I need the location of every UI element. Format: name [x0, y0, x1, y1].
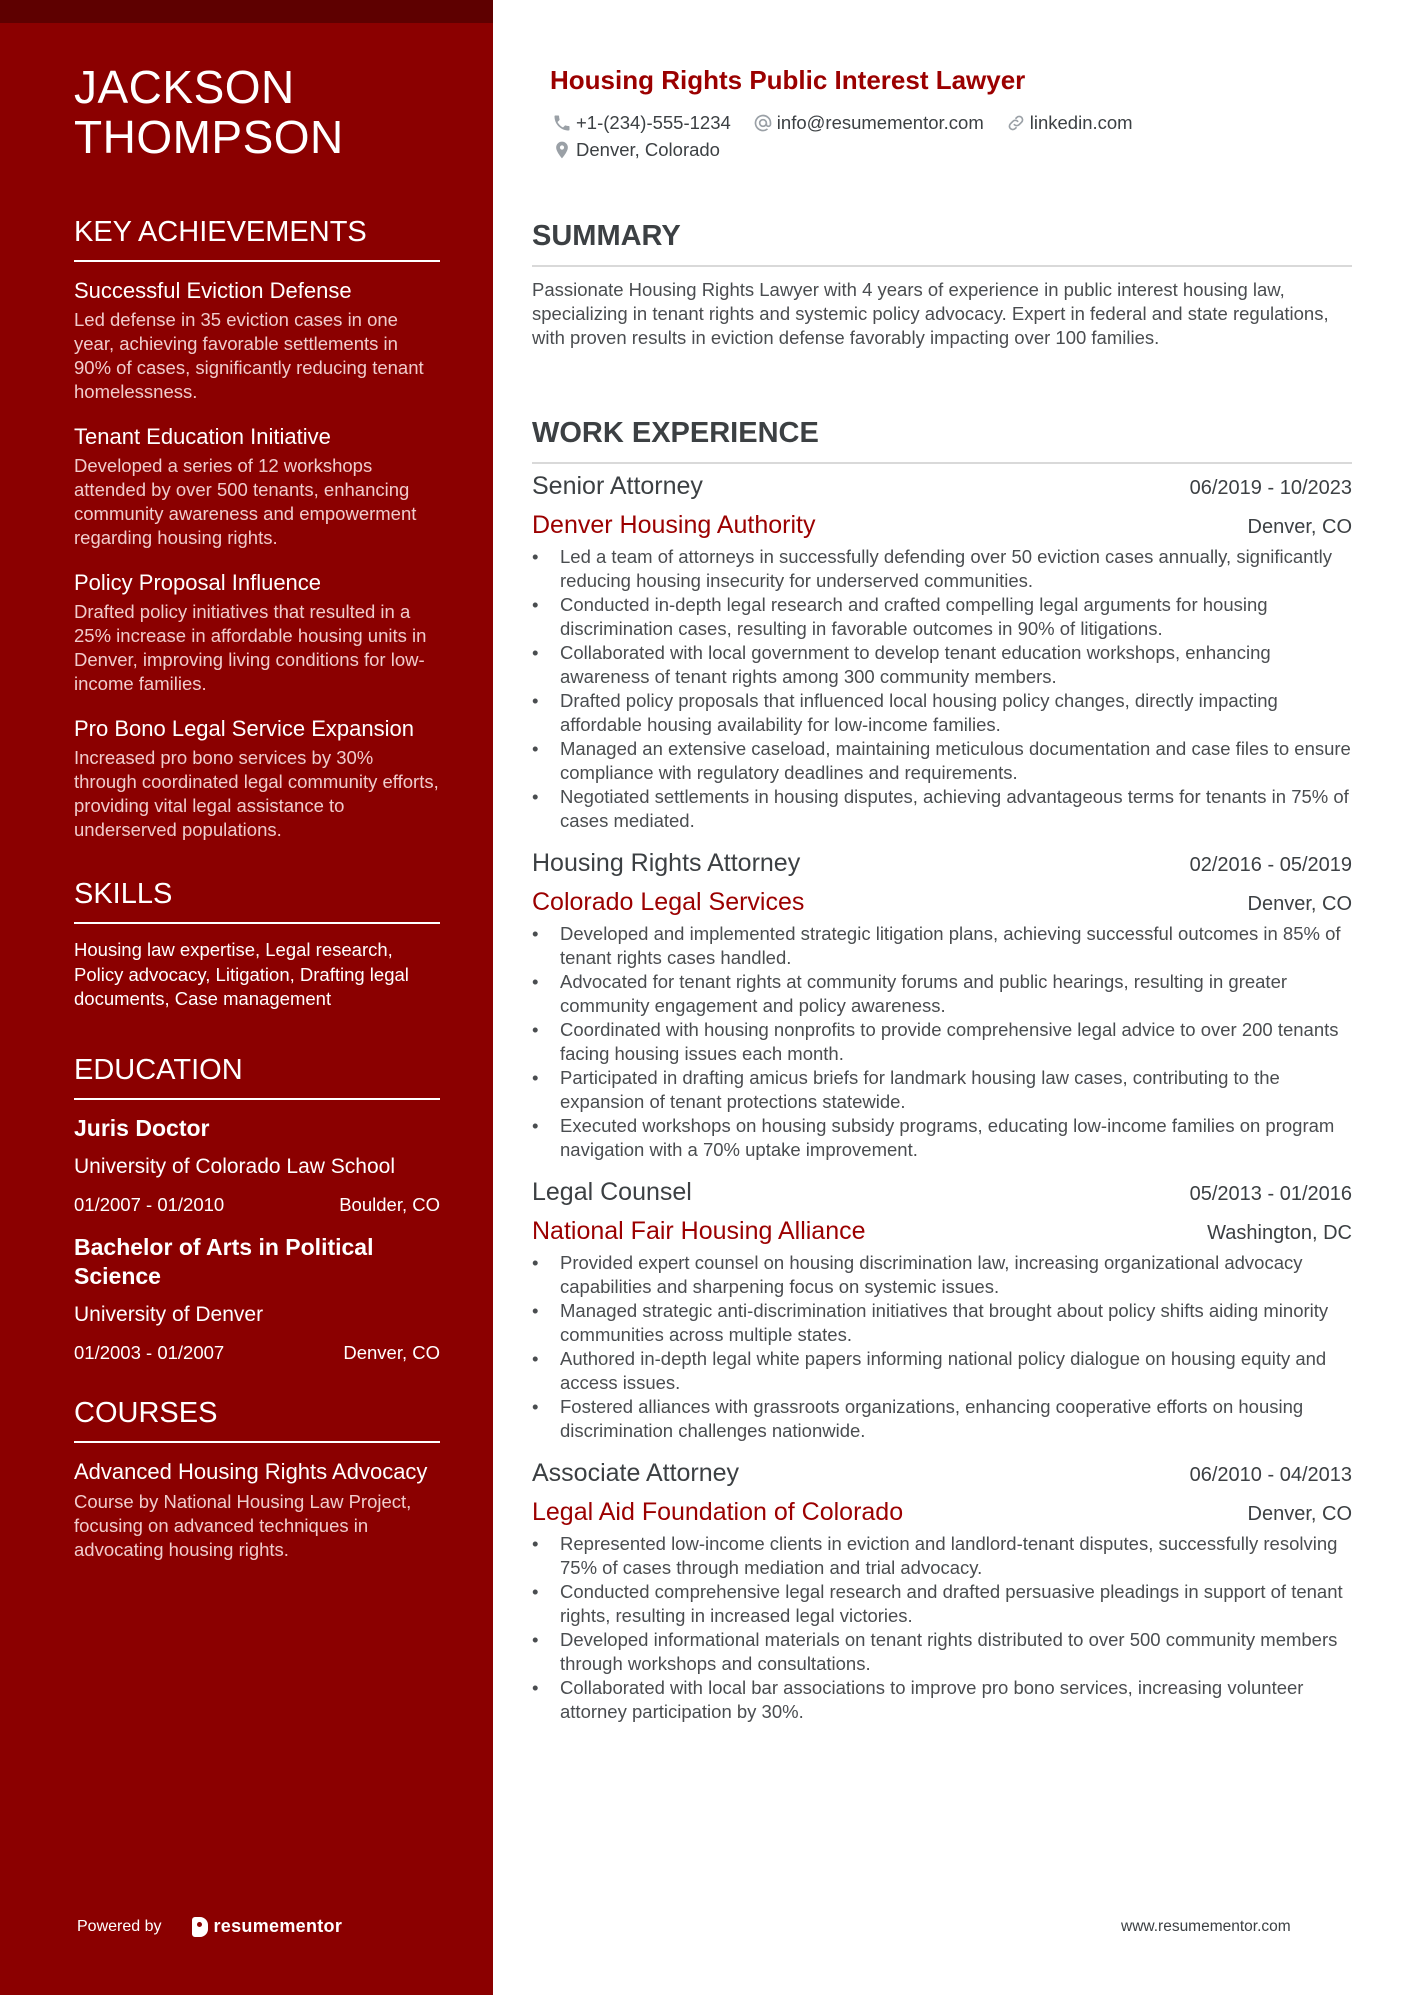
job-location: Denver, CO	[1247, 1503, 1352, 1525]
job-header	[532, 1176, 1352, 1210]
education-location: Boulder, CO	[339, 1193, 440, 1215]
achievement-title: Tenant Education Initiative	[74, 424, 331, 449]
job-header	[532, 1457, 1352, 1491]
contact-row-1	[552, 112, 1155, 134]
contact-email[interactable]	[753, 112, 984, 134]
linkedin-text: linkedin.com	[1029, 112, 1133, 133]
job-bullet: • Managed an extensive caseload, maintaining meticulous documentation and case files to ensure compliance with regulatory deadlines and requirements.	[532, 737, 1352, 785]
achievement-description: Developed a series of 12 workshops attended by over 500 tenants, enhancing community awareness and empowerment regarding housing rights.	[74, 455, 417, 548]
job-bullet: • Drafted policy proposals that influenced local housing policy changes, directly impacting affordable housing availability for low-income families.	[532, 689, 1352, 737]
job-bullet: • Represented low-income clients in eviction and landlord-tenant disputes, successfully resolving 75% of cases through mediation and trial advocacy.	[532, 1532, 1352, 1580]
job-bullet: • Executed workshops on housing subsidy programs, educating low-income families on program navigation with a 70% uptake improvement.	[532, 1114, 1352, 1162]
powered-by	[77, 1916, 342, 1937]
job-dates: 06/2010 - 04/2013	[1189, 1464, 1352, 1486]
brand-logo[interactable]	[192, 1916, 343, 1937]
job-role: Legal Counsel	[532, 1178, 692, 1206]
job-bullets	[532, 1532, 1352, 1724]
contact-location	[552, 139, 720, 161]
skills-title: SKILLS	[74, 876, 440, 924]
job-role: Housing Rights Attorney	[532, 849, 801, 877]
candidate-name	[74, 62, 440, 162]
contact-phone[interactable]	[552, 112, 731, 134]
job-subheader	[532, 887, 1352, 919]
job-bullet: • Developed and implemented strategic litigation plans, achieving successful outcomes in 85% of tenant rights cases handled.	[532, 922, 1352, 970]
summary-text: Passionate Housing Rights Lawyer with 4 years of experience in public interest housing law, specializing in tenant rights and systemic policy advocacy. Expert in federal and state regulations, with proven results in eviction defense favorably impacting over 100 families.	[532, 279, 1329, 348]
email-text: info@resumementor.com	[776, 112, 984, 133]
summary-title: SUMMARY	[532, 218, 1352, 267]
education-dates: 01/2003 - 01/2007	[74, 1341, 225, 1363]
education-school: University of Colorado Law School	[74, 1154, 395, 1178]
education-item	[74, 1114, 440, 1217]
key-achievements-section	[74, 214, 440, 842]
brand-name: resumementor	[213, 1916, 343, 1936]
achievement-title: Successful Eviction Defense	[74, 278, 352, 303]
job-subheader	[532, 1497, 1352, 1529]
brand-mark-icon	[192, 1917, 208, 1937]
job-bullet: • Fostered alliances with grassroots organizations, enhancing cooperative efforts on housing discrimination challenges nationwide.	[532, 1395, 1352, 1443]
job-bullet: • Conducted comprehensive legal research and drafted persuasive pleadings in support of tenant rights, resulting in increased legal victories.	[532, 1580, 1352, 1628]
job-bullet: • Collaborated with local government to develop tenant education workshops, enhancing awareness of tenant rights among 300 community members.	[532, 641, 1352, 689]
education-dates: 01/2007 - 01/2010	[74, 1193, 225, 1215]
last-name: THOMPSON	[74, 111, 344, 163]
job-location: Denver, CO	[1247, 516, 1352, 538]
job-role: Senior Attorney	[532, 472, 703, 500]
job-header	[532, 470, 1352, 504]
job-bullets	[532, 922, 1352, 1162]
work-experience-title: WORK EXPERIENCE	[532, 415, 1352, 464]
key-achievements-title: KEY ACHIEVEMENTS	[74, 214, 440, 262]
powered-by-label: Powered by	[77, 1917, 162, 1935]
job-bullets	[532, 545, 1352, 833]
job-bullet: • Coordinated with housing nonprofits to provide comprehensive legal advice to over 200 tenants facing housing issues each month.	[532, 1018, 1352, 1066]
achievement-title: Policy Proposal Influence	[74, 570, 322, 595]
course-description: Course by National Housing Law Project, focusing on advanced techniques in advocating housing rights.	[74, 1490, 412, 1560]
education-section	[74, 1052, 440, 1365]
job-bullet: • Collaborated with local bar associations to improve pro bono services, increasing volunteer attorney participation by 30%.	[532, 1676, 1352, 1724]
achievement-title: Pro Bono Legal Service Expansion	[74, 716, 414, 741]
job-bullet: • Provided expert counsel on housing discrimination law, increasing organizational advocacy capabilities and sharpening focus on systemic issues.	[532, 1251, 1352, 1299]
contact-row-2	[552, 139, 742, 161]
job-bullet: • Conducted in-depth legal research and crafted compelling legal arguments for housing discrimination cases, resulting in favorable outcomes in 90% of litigations.	[532, 593, 1352, 641]
job-bullet: • Participated in drafting amicus briefs for landmark housing law cases, contributing to the expansion of tenant protections statewide.	[532, 1066, 1352, 1114]
achievement-item	[74, 422, 440, 550]
contact-linkedin[interactable]	[1006, 112, 1133, 134]
achievement-description: Increased pro bono services by 30% through coordinated legal community efforts, providing vital legal assistance to underserved populations.	[74, 747, 439, 840]
education-meta	[74, 1341, 440, 1365]
job-subheader	[532, 510, 1352, 542]
courses-section	[74, 1395, 440, 1562]
achievement-description: Drafted policy initiatives that resulted in a 25% increase in affordable housing units in Denver, improving living conditions for low-income families.	[74, 601, 427, 694]
course-item	[74, 1457, 440, 1562]
skills-section	[74, 876, 440, 1012]
job-location: Denver, CO	[1247, 893, 1352, 915]
at-icon	[753, 113, 773, 133]
job-company: Colorado Legal Services	[532, 888, 805, 916]
education-meta	[74, 1193, 440, 1217]
job-role: Associate Attorney	[532, 1459, 740, 1487]
job-subheader	[532, 1216, 1352, 1248]
education-list	[74, 1114, 440, 1365]
skills-text: Housing law expertise, Legal research, Policy advocacy, Litigation, Drafting legal documents, Case management	[74, 939, 409, 1009]
job-entry	[532, 847, 1352, 1162]
job-company: Denver Housing Authority	[532, 511, 816, 539]
job-entry	[532, 1457, 1352, 1724]
link-icon	[1006, 113, 1026, 133]
achievement-item	[74, 568, 440, 696]
phone-text: +1-(234)-555-1234	[576, 112, 731, 133]
job-bullet: • Developed informational materials on tenant rights distributed to over 500 community members through workshops and consultations.	[532, 1628, 1352, 1676]
courses-title: COURSES	[74, 1395, 440, 1443]
education-school: University of Denver	[74, 1302, 264, 1326]
job-dates: 02/2016 - 05/2019	[1189, 854, 1352, 876]
job-bullet: • Negotiated settlements in housing disputes, achieving advantageous terms for tenants in 75% of cases mediated.	[532, 785, 1352, 833]
education-item	[74, 1233, 440, 1365]
job-entry	[532, 1176, 1352, 1443]
job-location: Washington, DC	[1207, 1222, 1352, 1244]
achievement-item	[74, 714, 440, 842]
sidebar-top-bar	[0, 0, 493, 23]
job-company: National Fair Housing Alliance	[532, 1217, 866, 1245]
job-entry	[532, 470, 1352, 833]
job-company: Legal Aid Foundation of Colorado	[532, 1498, 904, 1526]
job-bullet: • Advocated for tenant rights at community forums and public hearings, resulting in greater community engagement and policy awareness.	[532, 970, 1352, 1018]
sidebar-content	[74, 60, 440, 1562]
education-title: EDUCATION	[74, 1052, 440, 1100]
job-bullet: • Managed strategic anti-discrimination initiatives that brought about policy shifts aiding minority communities across multiple states.	[532, 1299, 1352, 1347]
job-header	[532, 847, 1352, 881]
job-dates: 06/2019 - 10/2023	[1189, 477, 1352, 499]
sidebar	[0, 0, 493, 1995]
courses-list	[74, 1457, 440, 1562]
work-experience-list	[532, 470, 1352, 1738]
headline: Housing Rights Public Interest Lawyer	[550, 65, 1026, 95]
achievement-description: Led defense in 35 eviction cases in one year, achieving favorable settlements in 90% of cases, significantly reducing tenant homelessness.	[74, 309, 424, 402]
footer-url[interactable]: www.resumementor.com	[1121, 1918, 1291, 1935]
education-degree: Juris Doctor	[74, 1114, 210, 1141]
job-bullet: • Authored in-depth legal white papers informing national policy dialogue on housing equity and access issues.	[532, 1347, 1352, 1395]
first-name: JACKSON	[74, 61, 295, 113]
job-dates: 05/2013 - 01/2016	[1189, 1183, 1352, 1205]
education-location: Denver, CO	[343, 1341, 440, 1363]
education-degree: Bachelor of Arts in Political Science	[74, 1233, 374, 1289]
achievement-item	[74, 276, 440, 404]
job-bullets	[532, 1251, 1352, 1443]
location-pin-icon	[552, 140, 572, 160]
achievements-list	[74, 276, 440, 842]
location-text: Denver, Colorado	[576, 139, 720, 160]
phone-icon	[552, 113, 572, 133]
course-title: Advanced Housing Rights Advocacy	[74, 1458, 428, 1484]
job-bullet: • Led a team of attorneys in successfully defending over 50 eviction cases annually, significantly reducing housing insecurity for underserved communities.	[532, 545, 1352, 593]
